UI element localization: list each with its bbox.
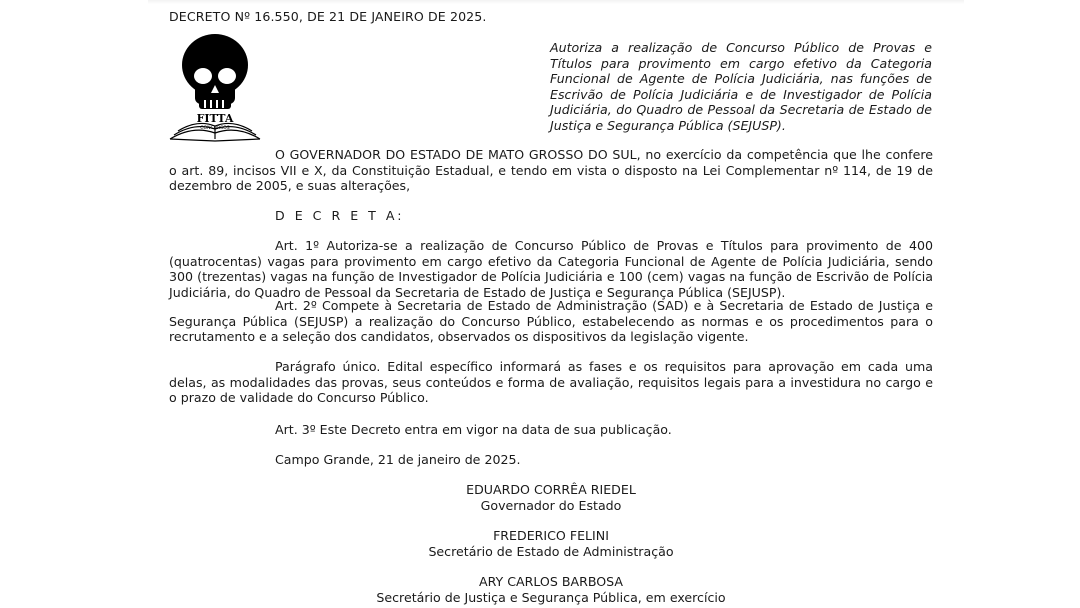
decree-ementa: Autoriza a realização de Concurso Público de Provas e Títulos para provimento em cargo efetivo da Categoria Funcional de Agente de Polícia Judiciária, nas funções de Escrivão de Polícia Judiciária e de Investigador de Polícia Judiciária, do Quadro de Pessoal da Secretaria de Estado de Justiça e Segurança Pública (SEJUSP). <box>550 40 932 133</box>
decree-title: DECRETO Nº 16.550, DE 21 DE JANEIRO DE 2025. <box>169 9 487 24</box>
decreta-text: D E C R E T A: <box>275 208 405 223</box>
article-2 <box>169 298 933 345</box>
decree-intro <box>169 147 933 194</box>
signature-justice <box>308 574 794 605</box>
signatory-role: Governador do Estado <box>480 497 622 513</box>
article-3-text: Art. 3º Este Decreto entra em vigor na data de sua publicação. <box>275 422 672 437</box>
intro-text: O GOVERNADOR DO ESTADO DE MATO GROSSO DO SUL, no exercício da competência que lhe confere o art. 89, incisos VII e X, da Constituição Estadual, e tendo em vista o disposto na Lei Complementar nº 114, de 19 de dezembro de 2005, e suas alterações, <box>169 147 933 194</box>
decree-page <box>168 0 932 608</box>
signatory-name: EDUARDO CORRÊA RIEDEL <box>466 482 636 497</box>
signature-governor <box>308 482 794 513</box>
article-3 <box>169 422 933 438</box>
signatory-role: Secretário de Justiça e Segurança Pública, em exercício <box>376 589 726 605</box>
article-1-text: Art. 1º Autoriza-se a realização de Concurso Público de Provas e Títulos para provimento de 400 (quatrocentas) vagas para provimento em cargo efetivo da Categoria Funcional de Agente de Polícia Judiciária, sendo 300 (trezentas) vagas na função de Investigador de Polícia Judiciária e 100 (cem) vagas na função de Escrivão de Polícia Judiciária, do Quadro de Pessoal da Secretaria de Estado de Justiça e Segurança Pública (SEJUSP). <box>169 238 933 300</box>
logo-brand-text: FITTA <box>196 112 234 125</box>
article-1 <box>169 238 933 300</box>
signature-administration <box>308 528 794 559</box>
place-date <box>169 452 933 468</box>
place-date-text: Campo Grande, 21 de janeiro de 2025. <box>275 452 521 467</box>
decreta-heading <box>169 208 933 224</box>
signatory-name: FREDERICO FELINI <box>493 528 609 543</box>
signatory-role: Secretário de Estado de Administração <box>428 543 674 559</box>
article-2-text: Art. 2º Compete à Secretaria de Estado de Administração (SAD) e à Secretaria de Estado de Justiça e Segurança Pública (SEJUSP) a realização do Concurso Público, estabelecendo as normas e os procedimentos para o recrutamento e a seleção dos candidatos, observados os dispositivos da legislação vigente. <box>169 298 933 345</box>
logo-sub-text: CONCURSOS <box>200 126 230 131</box>
fitta-logo-icon <box>168 29 264 145</box>
signatory-name: ARY CARLOS BARBOSA <box>478 574 624 589</box>
paragrafo-unico <box>169 359 933 406</box>
paragrafo-unico-text: Parágrafo único. Edital específico informará as fases e os requisitos para aprovação em cada uma delas, as modalidades das provas, seus conteúdos e forma de avaliação, requisitos legais para a investidura no cargo e o prazo de validade do Concurso Público. <box>169 359 933 406</box>
